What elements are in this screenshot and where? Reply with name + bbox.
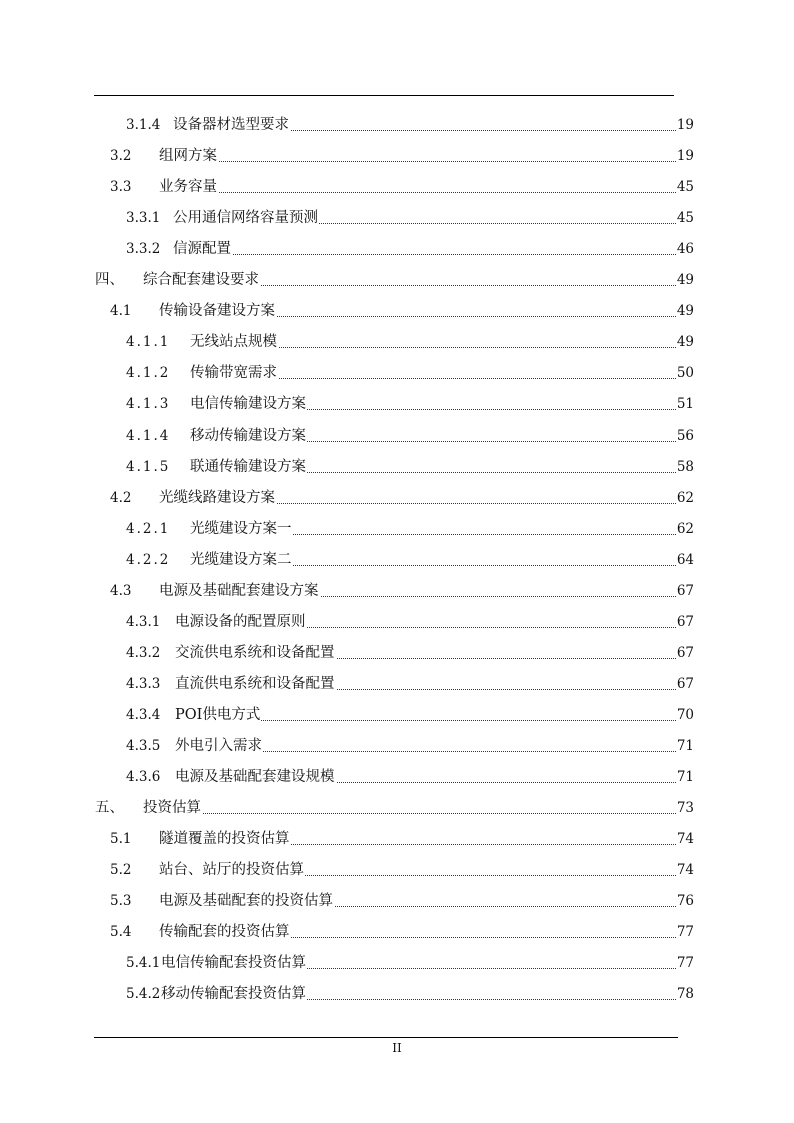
toc-entry-number: 4.1.4 — [126, 427, 171, 444]
toc-entry-title: POI供电方式 — [175, 704, 261, 726]
toc-entry[interactable] — [0, 425, 794, 447]
toc-entry-number: 4.3.4 — [126, 706, 161, 723]
toc-entry[interactable] — [0, 393, 794, 415]
dot-leader — [173, 254, 676, 255]
toc-entry-page: 77 — [676, 921, 694, 943]
toc-entry-title: 业务容量 — [159, 176, 218, 198]
dot-leader — [143, 813, 676, 814]
toc-entry[interactable] — [0, 114, 794, 136]
toc-entry-number: 5.3 — [110, 893, 132, 910]
toc-entry-number: 4.3 — [110, 582, 132, 599]
toc-entry[interactable] — [0, 549, 794, 571]
toc-entry-title: 电信传输配套投资估算 — [161, 952, 307, 974]
header-rule — [94, 95, 674, 96]
toc-entry-page: 67 — [676, 642, 694, 664]
toc-entry[interactable] — [0, 362, 794, 384]
toc-entry[interactable] — [0, 176, 794, 198]
toc-entry[interactable] — [0, 735, 794, 757]
toc-entry-title: 直流供电系统和设备配置 — [175, 673, 336, 695]
toc-entry-number: 5.4.1 — [126, 955, 161, 972]
toc-entry-title: 无线站点规模 — [190, 331, 278, 353]
toc-entry-title: 外电引入需求 — [175, 735, 263, 757]
toc-entry-page: 70 — [676, 704, 694, 726]
toc-entry-number: 4.1.1 — [126, 334, 171, 351]
toc-entry-title: 综合配套建设要求 — [143, 269, 260, 291]
toc-entry-page: 19 — [676, 114, 694, 136]
toc-entry-number: 5.4.2 — [126, 986, 161, 1003]
toc-entry-number: 4.2.1 — [126, 520, 171, 537]
toc-entry-title: 投资估算 — [143, 797, 202, 819]
toc-entry[interactable] — [0, 145, 794, 167]
toc-entry-number: 五、 — [95, 800, 124, 817]
toc-entry[interactable] — [0, 238, 794, 260]
toc-entry-title: 移动传输建设方案 — [190, 425, 307, 447]
toc-entry-title: 光缆建设方案一 — [190, 518, 293, 540]
toc-entry-page: 77 — [676, 952, 694, 974]
toc-entry-page: 19 — [676, 145, 694, 167]
toc-entry[interactable] — [0, 921, 794, 943]
toc-entry-page: 67 — [676, 580, 694, 602]
toc-entry-page: 73 — [676, 797, 694, 819]
toc-entry-page: 71 — [676, 766, 694, 788]
toc-entry-number: 5.4 — [110, 924, 132, 941]
toc-entry-page: 67 — [676, 673, 694, 695]
dot-leader — [159, 192, 676, 193]
toc-entry-title: 隧道覆盖的投资估算 — [159, 828, 291, 850]
toc-entry[interactable] — [0, 487, 794, 509]
toc-entry-title: 传输配套的投资估算 — [159, 921, 291, 943]
toc-entry-page: 74 — [676, 859, 694, 881]
toc-entry-title: 设备器材选型要求 — [173, 114, 290, 136]
toc-entry-page: 74 — [676, 828, 694, 850]
toc-entry-number: 4.2 — [110, 489, 132, 506]
toc-entry-number: 4.1 — [110, 303, 132, 320]
toc-entry-page: 50 — [676, 362, 694, 384]
dot-leader — [159, 161, 676, 162]
toc-entry-title: 光缆线路建设方案 — [159, 487, 276, 509]
toc-entry-number: 4.3.3 — [126, 675, 161, 692]
toc-entry-title: 联通传输建设方案 — [190, 456, 307, 478]
toc-entry[interactable] — [0, 983, 794, 1005]
toc-entry-number: 3.3.2 — [126, 241, 161, 258]
toc-entry-title: 电源及基础配套建设规模 — [175, 766, 336, 788]
toc-entry-number: 3.3 — [110, 179, 132, 196]
toc-entry-number: 3.1.4 — [126, 117, 161, 133]
toc-entry-number: 4.1.5 — [126, 458, 171, 475]
toc-entry-number: 4.3.2 — [126, 644, 161, 661]
toc-entry-number: 3.3.1 — [126, 210, 161, 227]
toc-entry-title: 公用通信网络容量预测 — [173, 207, 319, 229]
toc-entry-title: 电源及基础配套建设方案 — [159, 580, 320, 602]
toc-entry-page: 62 — [676, 518, 694, 540]
toc-entry[interactable] — [0, 518, 794, 540]
toc-entry-number: 4.2.2 — [126, 551, 171, 568]
toc-entry-page: 46 — [676, 238, 694, 260]
toc-entry-page: 78 — [676, 983, 694, 1005]
toc-entry[interactable] — [0, 580, 794, 602]
toc-entry[interactable] — [0, 331, 794, 353]
toc-entry[interactable] — [0, 766, 794, 788]
toc-entry[interactable] — [0, 890, 794, 912]
page-number: II — [392, 1041, 402, 1055]
toc-entry[interactable] — [0, 269, 794, 291]
toc-entry-page: 76 — [676, 890, 694, 912]
toc-entry-page: 45 — [676, 207, 694, 229]
toc-entry-title: 移动传输配套投资估算 — [161, 983, 307, 1005]
toc-entry-page: 56 — [676, 425, 694, 447]
toc-entry[interactable] — [0, 859, 794, 881]
toc-entry-number: 4.1.2 — [126, 365, 171, 382]
toc-entry-page: 49 — [676, 269, 694, 291]
toc-entry[interactable] — [0, 611, 794, 633]
toc-entry-title: 传输带宽需求 — [190, 362, 278, 384]
toc-entry[interactable] — [0, 828, 794, 850]
toc-entry-page: 64 — [676, 549, 694, 571]
toc-entry-number: 4.3.5 — [126, 738, 161, 754]
toc-entry-title: 组网方案 — [159, 145, 218, 167]
toc-entry-number: 四、 — [95, 272, 124, 289]
toc-entry-number: 5.2 — [110, 862, 132, 879]
toc-entry-title: 电信传输建设方案 — [190, 393, 307, 415]
toc-entry[interactable] — [0, 300, 794, 322]
toc-entry-page: 49 — [676, 300, 694, 322]
toc-entry[interactable] — [0, 673, 794, 695]
toc-entry-page: 45 — [676, 176, 694, 198]
toc-entry-number: 4.1.3 — [126, 396, 171, 413]
toc-entry[interactable] — [0, 797, 794, 819]
toc-entry-page: 62 — [676, 487, 694, 509]
toc-entry-title: 电源及基础配套的投资估算 — [159, 890, 334, 912]
toc-entry-page: 58 — [676, 456, 694, 478]
toc-entry-number: 5.1 — [110, 831, 132, 848]
toc-entry-page: 67 — [676, 611, 694, 633]
toc-entry-title: 站台、站厅的投资估算 — [159, 859, 305, 881]
toc-entry-title: 光缆建设方案二 — [190, 549, 293, 571]
toc-entry[interactable] — [0, 952, 794, 974]
toc-entry[interactable] — [0, 642, 794, 664]
toc-entry-title: 传输设备建设方案 — [159, 300, 276, 322]
toc-entry-title: 信源配置 — [173, 238, 232, 260]
toc-entry-page: 71 — [676, 735, 694, 757]
toc-entry-title: 交流供电系统和设备配置 — [175, 642, 336, 664]
toc-entry-title: 电源设备的配置原则 — [175, 611, 307, 633]
toc-entry[interactable] — [0, 207, 794, 229]
footer-rule — [94, 1037, 678, 1038]
toc-entry-page: 49 — [676, 331, 694, 353]
toc-entry-number: 3.2 — [110, 148, 132, 165]
toc-entry[interactable] — [0, 704, 794, 726]
toc-entry-page: 51 — [676, 393, 694, 415]
toc-entry-number: 4.3.6 — [126, 769, 161, 786]
toc-entry-number: 4.3.1 — [126, 613, 161, 630]
toc-entry[interactable] — [0, 456, 794, 478]
